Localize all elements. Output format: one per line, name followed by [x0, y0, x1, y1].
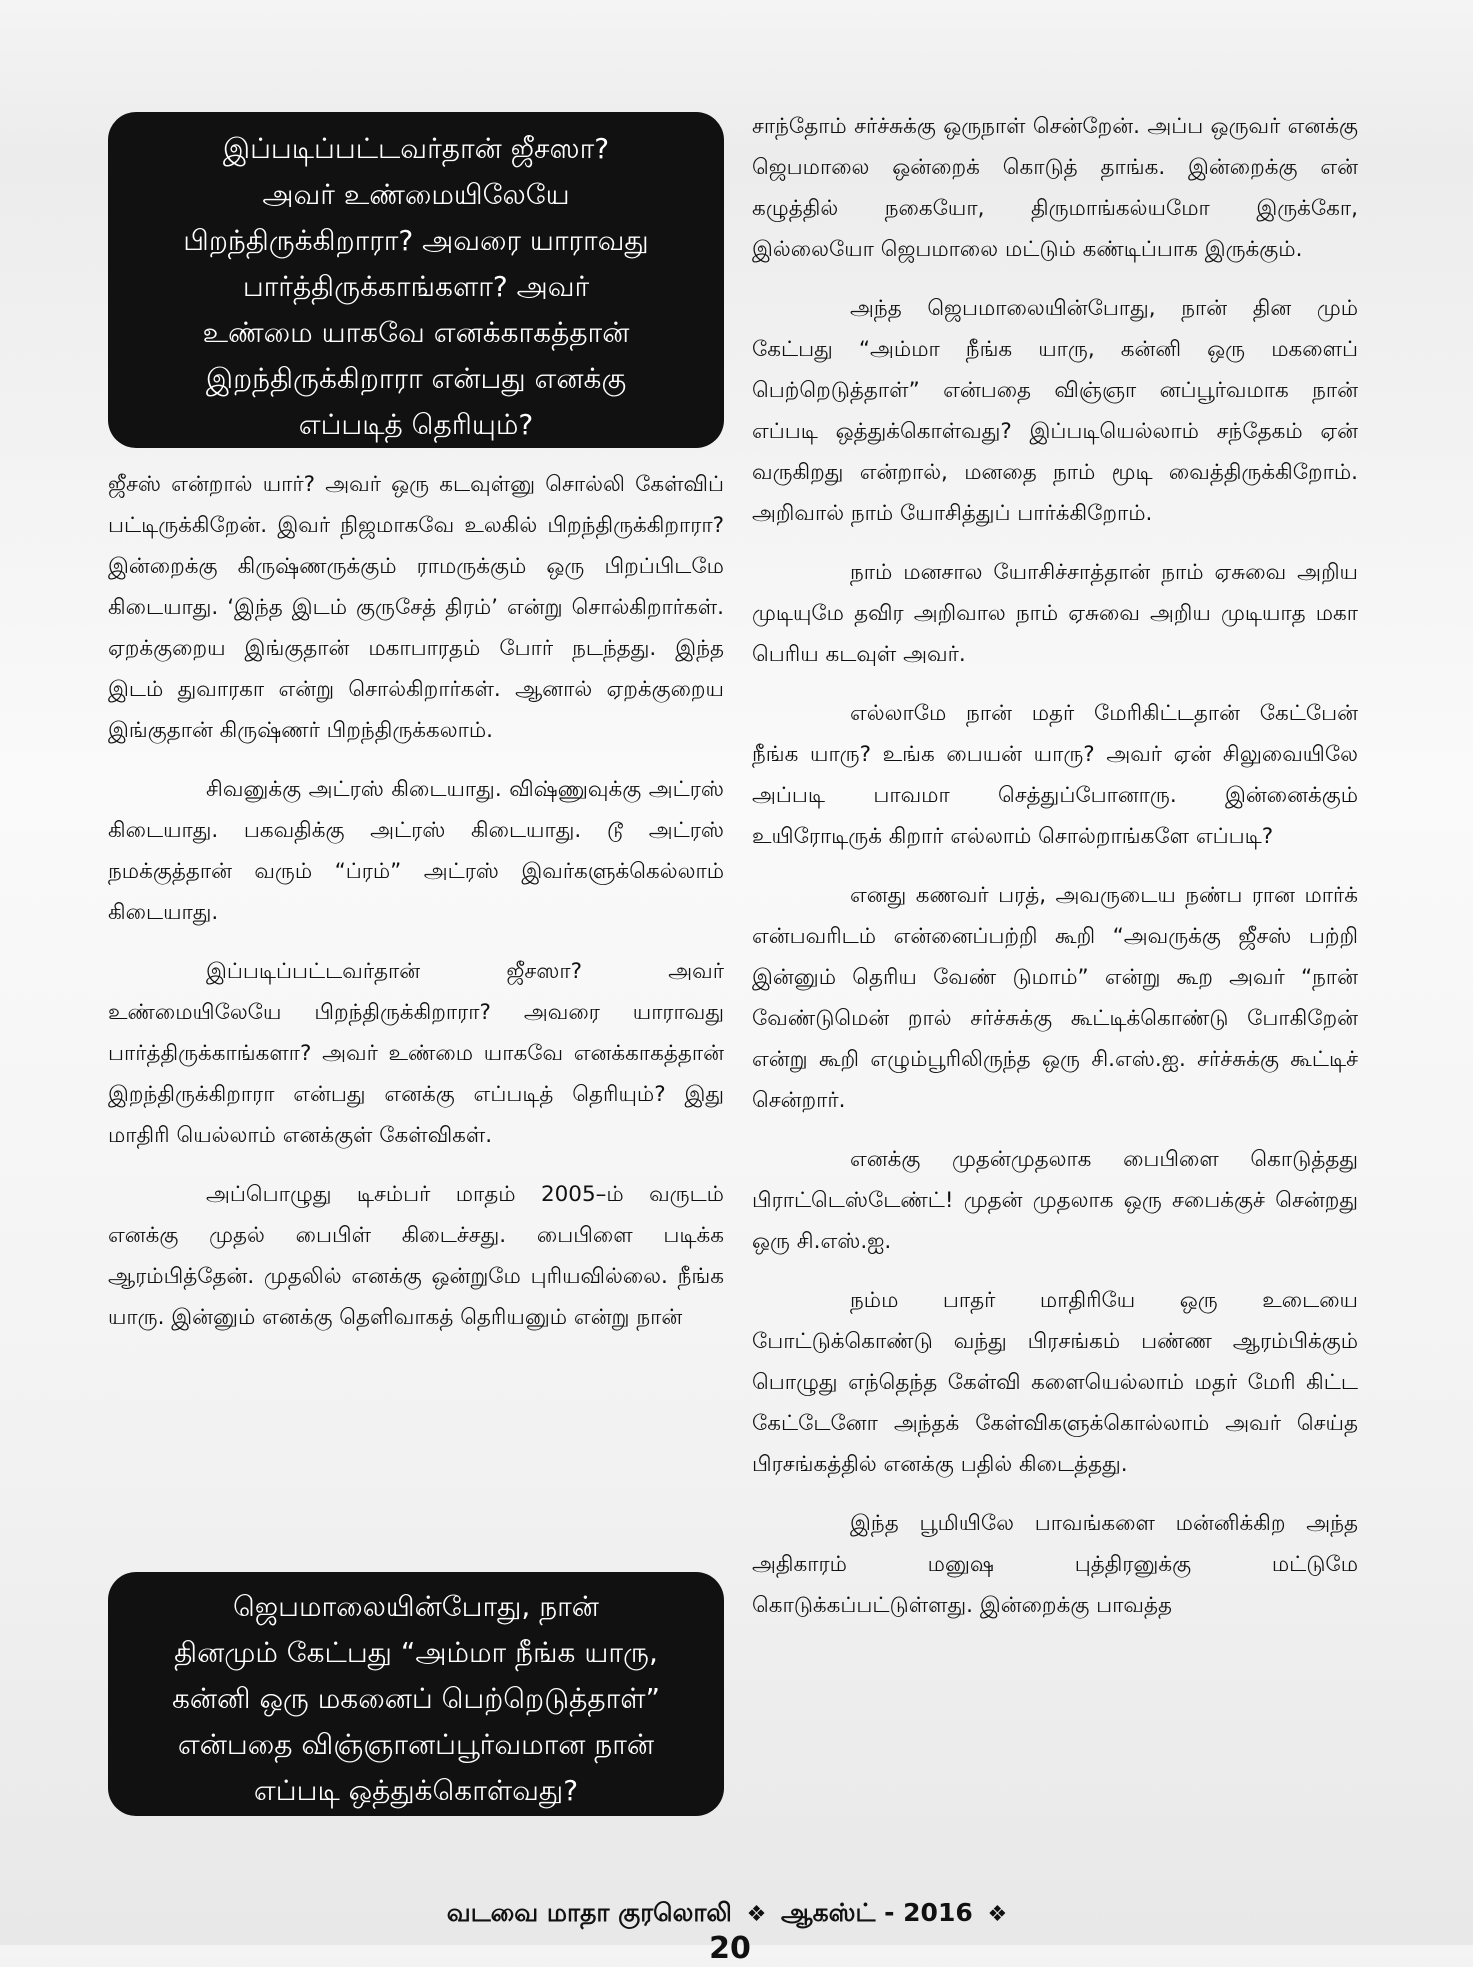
body-paragraph: நம்ம பாதர் மாதிரியே ஒரு உடையை போட்டுக்கொண்டு வந்து பிரசங்கம் பண்ண ஆரம்பிக்கும் பொழுது எந்தெந்த கேள்வி களையெல்லாம் மதர் மேரி கிட்ட கேட்டேனோ அந்தக் கேள்விகளுக்கொல்லாம் அவர் செய்த பிரசங்கத்தில் எனக்கு பதில் கிடைத்தது.	[752, 1288, 1358, 1477]
issue-date: ஆகஸ்ட் - 2016	[781, 1898, 973, 1927]
pull-quote-bottom	[108, 1572, 724, 1816]
body-paragraph: சாந்தோம் சர்ச்சுக்கு ஒருநாள் சென்றேன். அப்ப ஒருவர் எனக்கு ஜெபமாலை ஒன்றைக் கொடுத் தாங்க. இன்றைக்கு என் கழுத்தில் நகையோ, திருமாங்கல்யமோ இருக்கோ, இல்லையோ ஜெபமாலை மட்டும் கண்டிப்பாக இருக்கும்.	[752, 114, 1358, 262]
body-paragraph: எனது கணவர் பரத், அவருடைய நண்ப ரான மார்க் என்பவரிடம் என்னைப்பற்றி கூறி “அவருக்கு ஜீசஸ் பற்றி இன்னும் தெரிய வேண் டுமாம்” என்று கூற அவர் “நான் வேண்டுமென் றால் சர்ச்சுக்கு கூட்டிக்கொண்டு போகிறேன் என்று கூறி எழும்பூரிலிருந்த ஒரு சி.எஸ்.ஐ. சர்ச்சுக்கு கூட்டிச் சென்றார்.	[752, 883, 1358, 1113]
pull-quote-line: கன்னி ஒரு மகனைப் பெற்றெடுத்தாள்”	[171, 1682, 660, 1715]
pull-quote-line: உண்மை யாகவே எனக்காகத்தான்	[202, 316, 630, 349]
pull-quote-line: ஜெபமாலையின்போது, நான்	[233, 1590, 599, 1623]
pull-quote-line: என்பதை விஞ்ஞானப்பூர்வமான நான்	[177, 1728, 655, 1761]
pull-quote-line: இறந்திருக்கிறாரா என்பது எனக்கு	[205, 362, 627, 395]
left-column-text	[108, 464, 724, 1356]
body-paragraph: அப்பொழுது டிசம்பர் மாதம் 2005–ம் வருடம் எனக்கு முதல் பைபிள் கிடைச்சது. பைபிளை படிக்க ஆரம்பித்தேன். முதலில் எனக்கு ஒன்றுமே புரியவில்லை. நீங்க யாரு. இன்னும் எனக்கு தெளிவாகத் தெரியனும் என்று நான்	[108, 1182, 724, 1330]
body-paragraph: எனக்கு முதன்முதலாக பைபிளை கொடுத்தது பிராட்டெஸ்டேண்ட்! முதன் முதலாக ஒரு சபைக்குச் சென்றது ஒரு சி.எஸ்.ஐ.	[752, 1147, 1358, 1254]
page-number: 20	[709, 1931, 751, 1966]
pull-quote-line: அவர் உண்மையிலேயே	[262, 178, 570, 211]
body-paragraph: ஜீசஸ் என்றால் யார்? அவர் ஒரு கடவுள்னு சொல்லி கேள்விப் பட்டிருக்கிறேன். இவர் நிஜமாகவே உலகில் பிறந்திருக்கிறாரா? இன்றைக்கு கிருஷ்ணருக்கும் ராமருக்கும் ஒரு பிறப்பிடமே கிடையாது. ‘இந்த இடம் குருசேத் திரம்’ என்று சொல்கிறார்கள். ஏறக்குறைய இங்குதான் மகாபாரதம் போர் நடந்தது. இந்த இடம் துவாரகா என்று சொல்கிறார்கள். ஆனால் ஏறக்குறைய இங்குதான் கிருஷ்ணர் பிறந்திருக்கலாம்.	[108, 472, 724, 743]
pull-quote-line: எப்படி ஒத்துக்கொள்வது?	[253, 1774, 579, 1807]
body-paragraph: இப்படிப்பட்டவர்தான் ஜீசஸா? அவர் உண்மையிலேயே பிறந்திருக்கிறாரா? அவரை யாராவது பார்த்திருக்காங்களா? அவர் உண்மை யாகவே எனக்காகத்தான் இறந்திருக்கிறாரா என்பது எனக்கு எப்படித் தெரியும்? இது மாதிரி யெல்லாம் எனக்குள் கேள்விகள்.	[108, 959, 724, 1148]
diamond-separator-icon: ❖	[746, 1902, 767, 1927]
page-footer	[440, 1896, 1020, 1967]
pull-quote-top	[108, 112, 724, 448]
body-paragraph: நாம் மனசால யோசிச்சாத்தான் நாம் ஏசுவை அறிய முடியுமே தவிர அறிவால நாம் ஏசுவை அறிய முடியாத மகா பெரிய கடவுள் அவர்.	[752, 560, 1358, 667]
pull-quote-line: தினமும் கேட்பது “அம்மா நீங்க யாரு,	[174, 1636, 658, 1669]
magazine-title: வடவை மாதா குரலொலி	[446, 1898, 732, 1927]
pull-quote-line: இப்படிப்பட்டவர்தான் ஜீசஸா?	[222, 132, 610, 165]
pull-quote-line: எப்படித் தெரியும்?	[298, 408, 534, 441]
body-paragraph: எல்லாமே நான் மதர் மேரிகிட்டதான் கேட்பேன் நீங்க யாரு? உங்க பையன் யாரு? அவர் ஏன் சிலுவையிலே அப்படி பாவமா செத்துப்போனாரு. இன்னைக்கும் உயிரோடிருக் கிறார் எல்லாம் சொல்றாங்களே எப்படி?	[752, 701, 1358, 849]
pull-quote-line: பிறந்திருக்கிறாரா? அவரை யாராவது	[183, 224, 649, 257]
body-paragraph: இந்த பூமியிலே பாவங்களை மன்னிக்கிற அந்த அதிகாரம் மனுஷ புத்திரனுக்கு மட்டுமே கொடுக்கப்பட்டுள்ளது. இன்றைக்கு பாவத்த	[752, 1511, 1358, 1618]
pull-quote-line: பார்த்திருக்காங்களா? அவர்	[242, 270, 590, 303]
right-column-text	[752, 106, 1358, 1644]
diamond-separator-icon: ❖	[987, 1902, 1008, 1927]
body-paragraph: அந்த ஜெபமாலையின்போது, நான் தின மும் கேட்பது “அம்மா நீங்க யாரு, கன்னி ஒரு மகளைப் பெற்றெடுத்தாள்” என்பதை விஞ்ஞா னப்பூர்வமாக நான் எப்படி ஒத்துக்கொள்வது? இப்படியெல்லாம் சந்தேகம் ஏன் வருகிறது என்றால், மனதை நாம் மூடி வைத்திருக்கிறோம். அறிவால் நாம் யோசித்துப் பார்க்கிறோம்.	[752, 296, 1358, 526]
body-paragraph: சிவனுக்கு அட்ரஸ் கிடையாது. விஷ்ணுவுக்கு அட்ரஸ் கிடையாது. பகவதிக்கு அட்ரஸ் கிடையாது. டூ அட்ரஸ் நமக்குத்தான் வரும் “ப்ரம்” அட்ரஸ் இவர்களுக்கெல்லாம் கிடையாது.	[108, 777, 724, 925]
